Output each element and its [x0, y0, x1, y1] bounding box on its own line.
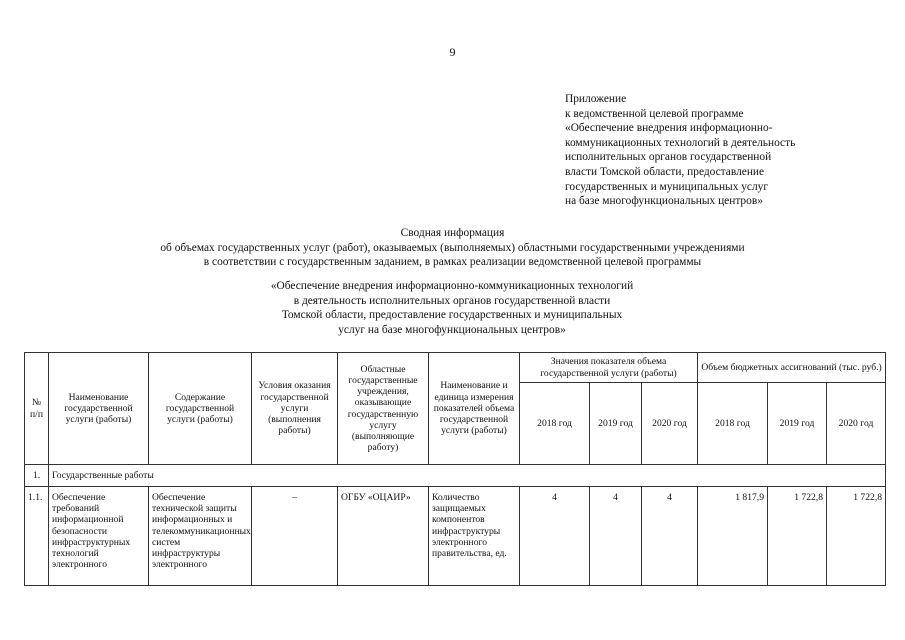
appendix-line: «Обеспечение внедрения информационно-: [565, 122, 773, 135]
summary-title: [0, 226, 905, 270]
header-year: 2018 год: [520, 383, 590, 465]
row-value-2020: 4: [642, 487, 698, 586]
program-line: Томской области, предоставление государственных и муниципальных: [281, 309, 623, 322]
row-conditions: –: [252, 487, 338, 586]
header-year: 2019 год: [768, 383, 827, 465]
header-num: № п/п: [25, 353, 49, 465]
section-title: Государственные работы: [49, 465, 886, 487]
header-year: 2020 год: [642, 383, 698, 465]
appendix-line: власти Томской области, предоставление: [565, 165, 765, 178]
row-budget-2019: 1 722,8: [768, 487, 827, 586]
table-row: [25, 487, 886, 586]
row-budget-2018: 1 817,9: [698, 487, 768, 586]
services-table: [24, 352, 886, 586]
header-values-group: Значения показателя объема государственной услуги (работы): [520, 353, 698, 383]
row-service-content: Обеспечение технической защиты информационных и телекоммуникационных систем инфраструктуры электронного: [149, 487, 252, 586]
appendix-line: на базе многофункциональных центров»: [565, 195, 763, 208]
program-title: [176, 279, 728, 337]
summary-line: в соответствии с государственным заданием, в рамках реализации ведомственной целевой программы: [203, 256, 702, 268]
row-institution: ОГБУ «ОЦАИР»: [338, 487, 429, 586]
row-value-2019: 4: [590, 487, 642, 586]
summary-line: Сводная информация: [400, 227, 505, 239]
appendix-line: к ведомственной целевой программе: [565, 107, 744, 120]
header-service-name: Наименование государственной услуги (работы): [49, 353, 149, 465]
header-service-content: Содержание государственной услуги (работы): [149, 353, 252, 465]
header-conditions: Условия оказания государственной услуги (выполнения работы): [252, 353, 338, 465]
section-num: 1.: [25, 465, 49, 487]
appendix-line: исполнительных органов государственной: [565, 151, 772, 164]
header-year: 2020 год: [827, 383, 886, 465]
row-num: 1.1.: [25, 487, 49, 586]
row-value-2018: 4: [520, 487, 590, 586]
program-line: в деятельность исполнительных органов государственной власти: [293, 294, 611, 307]
header-budget-group: Объем бюджетных ассигнований (тыс. руб.): [698, 353, 886, 383]
row-budget-2020: 1 722,8: [827, 487, 886, 586]
header-year: 2018 год: [698, 383, 768, 465]
header-indicator: Наименование и единица измерения показателей объема государственной услуги (работы): [429, 353, 520, 465]
header-year: 2019 год: [590, 383, 642, 465]
appendix-line: государственных и муниципальных услуг: [565, 180, 769, 193]
header-institutions: Областные государственные учреждения, оказывающие государственную услугу (выполняющие работу): [338, 353, 429, 465]
appendix-line: коммуникационных технологий в деятельность: [565, 136, 796, 149]
appendix-note: [565, 92, 885, 209]
summary-line: об объемах государственных услуг (работ), оказываемых (выполняемых) областными государственными учреждениями: [160, 241, 745, 254]
section-row: [25, 465, 886, 487]
program-line: услуг на базе многофункциональных центров»: [338, 323, 566, 336]
page-number: 9: [449, 45, 456, 59]
program-line: «Обеспечение внедрения информационно-коммуникационных технологий: [270, 280, 634, 292]
appendix-line: Приложение: [565, 93, 627, 105]
row-service-name: Обеспечение требований информационной безопасности инфраструктурных технологий электронного: [49, 487, 149, 586]
row-indicator: Количество защищаемых компонентов инфраструктуры электронного правительства, ед.: [429, 487, 520, 586]
